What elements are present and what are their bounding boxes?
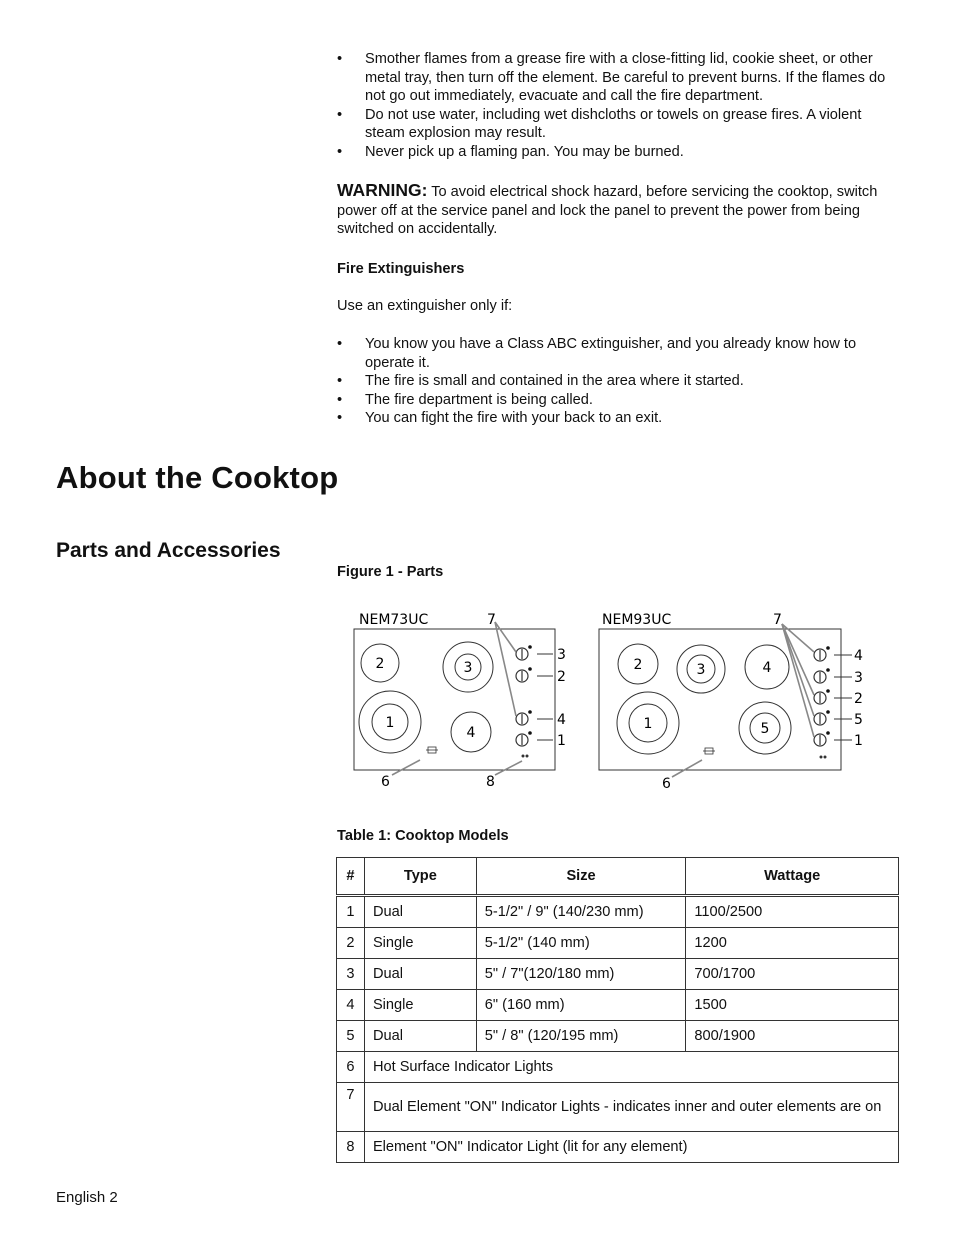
table-row: 4 Single 6" (160 mm) 1500 bbox=[337, 990, 899, 1021]
indicator-light bbox=[826, 668, 830, 672]
callout-label: 6 bbox=[381, 774, 390, 790]
element-on-light bbox=[824, 756, 827, 759]
callout-label: 7 bbox=[487, 612, 496, 628]
cooktop-parts-figure bbox=[340, 600, 863, 800]
warning-paragraph bbox=[337, 181, 902, 239]
callout-label: 4 bbox=[854, 648, 863, 664]
callout-label: 1 bbox=[557, 733, 566, 749]
indicator-light bbox=[528, 667, 532, 671]
right-cooktop-outline bbox=[599, 629, 841, 770]
element-label: 3 bbox=[463, 660, 473, 676]
table-header-row bbox=[337, 858, 899, 896]
callout-label: 8 bbox=[486, 774, 495, 790]
table-row: 7 Dual Element "ON" Indicator Lights - indicates inner and outer elements are on bbox=[337, 1083, 899, 1132]
element-label: 4 bbox=[762, 660, 772, 676]
column-header: Size bbox=[476, 858, 686, 896]
callout-label: 2 bbox=[557, 669, 566, 685]
fire-safety-list bbox=[337, 50, 902, 161]
extinguisher-intro: Use an extinguisher only if: bbox=[337, 298, 513, 314]
element-label: 4 bbox=[466, 725, 476, 741]
warning-label: WARNING: bbox=[337, 180, 428, 200]
table-row: 5 Dual 5" / 8" (120/195 mm) 800/1900 bbox=[337, 1021, 899, 1052]
column-header: Type bbox=[364, 858, 476, 896]
element-on-light bbox=[820, 756, 823, 759]
element-label: 3 bbox=[696, 662, 706, 678]
table-row: 2 Single 5-1/2" (140 mm) 1200 bbox=[337, 928, 899, 959]
subsection-title: Parts and Accessories bbox=[56, 539, 281, 562]
indicator-light bbox=[528, 710, 532, 714]
indicator-light bbox=[826, 710, 830, 714]
table-row: 3 Dual 5" / 7"(120/180 mm) 700/1700 bbox=[337, 959, 899, 990]
indicator-light bbox=[826, 731, 830, 735]
element-on-light bbox=[522, 755, 525, 758]
list-item: • The fire department is being called. bbox=[337, 391, 593, 408]
list-item: • The fire is small and contained in the area where it started. bbox=[337, 373, 744, 389]
warning-text: To avoid electrical shock hazard, before servicing the cooktop, switch power off at the service panel and lock the panel to prevent the power from being switched on accidentally. bbox=[337, 184, 878, 237]
list-item: • Never pick up a flaming pan. You may be burned. bbox=[337, 143, 684, 160]
callout-label: 1 bbox=[854, 733, 863, 749]
table-row: 6 Hot Surface Indicator Lights bbox=[337, 1052, 899, 1083]
callout-label: 3 bbox=[854, 670, 863, 686]
column-header: Wattage bbox=[686, 858, 899, 896]
indicator-light bbox=[826, 646, 830, 650]
table-row: 8 Element "ON" Indicator Light (lit for any element) bbox=[337, 1132, 899, 1163]
left-model-label: NEM73UC bbox=[359, 612, 429, 628]
figure-caption: Figure 1 - Parts bbox=[337, 564, 444, 580]
table-caption: Table 1: Cooktop Models bbox=[337, 828, 509, 844]
callout-label: 2 bbox=[854, 691, 863, 707]
table-row: 1 Dual 5-1/2" / 9" (140/230 mm) 1100/2500 bbox=[337, 896, 899, 928]
hot-surface-indicator bbox=[703, 748, 715, 754]
list-item: • Do not use water, including wet dishcloths or towels on grease fires. A violent steam explosion may result. bbox=[337, 106, 862, 141]
callout-label: 6 bbox=[662, 776, 671, 792]
indicator-light bbox=[528, 645, 532, 649]
callout-label: 7 bbox=[773, 612, 782, 628]
list-item: • Smother flames from a grease fire with a close-fitting lid, cookie sheet, or other metal tray, then turn off the element. Be careful to prevent burns. If the flames do not go out immediately, evacuate and call the fire department. bbox=[337, 51, 886, 104]
hot-surface-indicator bbox=[426, 747, 438, 753]
fire-extinguishers-heading: Fire Extinguishers bbox=[337, 261, 465, 277]
extinguisher-list bbox=[337, 335, 902, 428]
element-label: 2 bbox=[633, 657, 643, 673]
element-label: 1 bbox=[385, 715, 395, 731]
element-on-light bbox=[526, 755, 529, 758]
callout-label: 5 bbox=[854, 712, 863, 728]
column-header: # bbox=[337, 858, 365, 896]
element-label: 5 bbox=[760, 721, 770, 737]
callout-label: 4 bbox=[557, 712, 566, 728]
element-label: 1 bbox=[643, 716, 653, 732]
indicator-light bbox=[528, 731, 532, 735]
indicator-light bbox=[826, 689, 830, 693]
list-item: • You can fight the fire with your back to an exit. bbox=[337, 410, 663, 426]
cooktop-models-table bbox=[336, 857, 899, 1163]
callout-label: 3 bbox=[557, 647, 566, 663]
element-label: 2 bbox=[375, 656, 385, 672]
section-title: About the Cooktop bbox=[56, 460, 339, 495]
page-footer: English 2 bbox=[56, 1189, 118, 1206]
list-item: • You know you have a Class ABC extinguisher, and you already know how to operate it. bbox=[337, 336, 857, 371]
right-model-label: NEM93UC bbox=[602, 612, 672, 628]
